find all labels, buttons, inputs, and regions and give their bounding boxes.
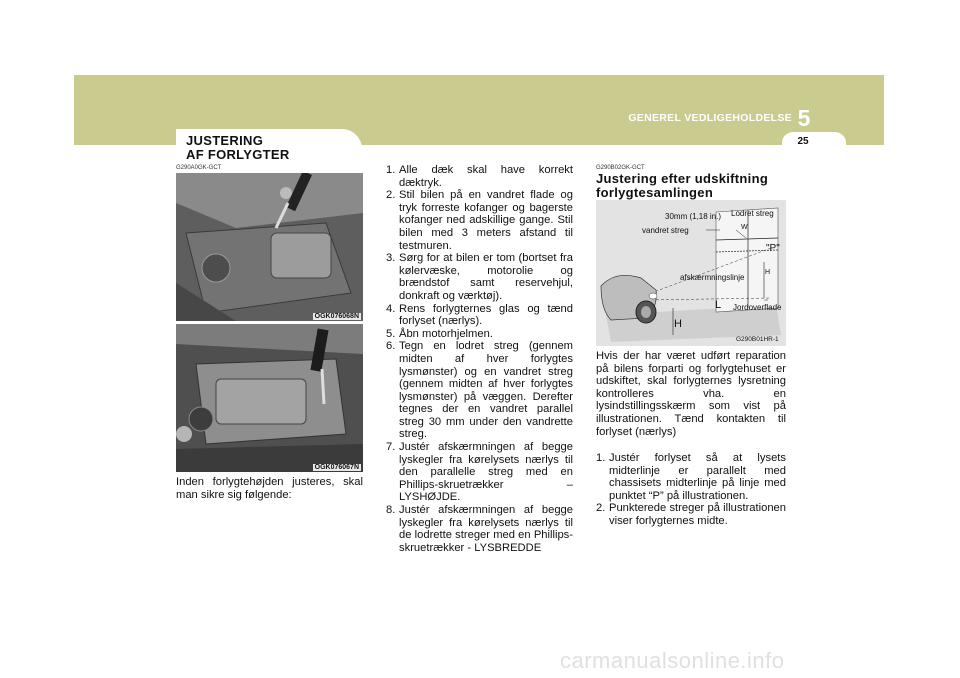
diagram-label-jordoverflade: Jordoverflade xyxy=(733,303,782,312)
step-text: Justér afskærmningen af begge lyskegler fra kørelysets nærlys til de lodrette streger med en Phillips-skruetrækker - LYSBREDDE xyxy=(399,504,573,554)
watermark: carmanualsonline.info xyxy=(560,648,785,673)
step-item xyxy=(386,504,573,554)
section-title xyxy=(186,134,356,162)
right-paragraph: Hvis der har været udført reparation på bilens forparti og forlygtehuset er udskiftet, skal forlygternes lysretning kontrolleres vha. en lysindstillingsskærm som vist på illustrationen. Tænd kontakten til forlyset (nærlys) xyxy=(596,350,786,438)
diagram-label-p: "P" xyxy=(766,243,780,254)
step-item xyxy=(386,303,573,328)
step-number: 8. xyxy=(386,504,396,517)
point-text: Justér forlyset så at lysets midterlinje er parallelt med chassisets midterlinje på linje med punktet “P” på illustrationen. xyxy=(609,452,786,502)
photo-headlamp-side xyxy=(176,324,363,472)
section-code: G290A0GK-GCT xyxy=(176,165,222,171)
step-item xyxy=(386,340,573,441)
point-item xyxy=(596,502,786,527)
diagram-label-afskaermning: afskærmningslinje xyxy=(680,273,745,282)
chapter-number: 5 xyxy=(797,105,811,131)
step-text: Tegn en lodret streg (gennem midten af hver forlygtes lysmønster) og en vandret streg (gennem midten af hver forlygtes lysmønster) på væggen. Derefter tegnes der en vandret parallel streg 30 mm under den vandrette streg. xyxy=(399,340,573,441)
chapter-title: GENEREL VEDLIGEHOLDELSE xyxy=(628,112,792,124)
step-item xyxy=(386,189,573,252)
step-number: 7. xyxy=(386,441,396,454)
photo-headlamp-top xyxy=(176,173,363,321)
diagram-label-lodret: Lodret streg xyxy=(731,209,774,218)
aim-diagram xyxy=(596,200,786,346)
step-text: Justér afskærmningen af begge lyskegler fra kørelysets nærlys til den parallelle streg med en Phillips-skruetrækker – LYSHØJDE. xyxy=(399,441,573,504)
point-number: 1. xyxy=(596,452,606,464)
right-points xyxy=(596,452,786,528)
step-number: 3. xyxy=(386,252,396,265)
section-title-line1: JUSTERING xyxy=(186,133,264,148)
point-number: 2. xyxy=(596,502,606,515)
step-item xyxy=(386,441,573,504)
step-number: 4. xyxy=(386,302,396,315)
page-number: 25 xyxy=(797,136,809,147)
step-item xyxy=(386,328,573,341)
right-heading: Justering efter udskiftning forlygtesamlingen xyxy=(596,171,769,200)
step-text: Alle dæk skal have korrekt dæktryk. xyxy=(399,164,573,189)
step-number: 5. xyxy=(386,327,396,340)
step-item xyxy=(386,252,573,302)
intro-text: Inden forlygtehøjden justeres, skal man sikre sig følgende: xyxy=(176,476,363,501)
point-item xyxy=(596,452,786,502)
diagram-label-30mm: 30mm (1,18 in.) xyxy=(665,212,722,221)
steps-list xyxy=(386,164,573,554)
photo2-label: OGK076067N xyxy=(314,464,359,471)
photo1-label: OGK076068N xyxy=(314,313,359,320)
step-item xyxy=(386,164,573,189)
diagram-label-h-big: H xyxy=(674,318,682,330)
diagram-code: G290B01HR-1 xyxy=(736,336,779,343)
diagram-label-vandret: vandret streg xyxy=(642,226,689,235)
diagram-label-w: W xyxy=(741,224,748,231)
step-text: Sørg for at bilen er tom (bortset fra kølervæske, motorolie og brændstof samt reservehjul, donkraft og værktøj). xyxy=(399,252,573,302)
point-text: Punkterede streger på illustrationen viser forlygternes midte. xyxy=(609,502,786,527)
step-text: Stil bilen på en vandret flade og tryk forreste kofanger og bagerste kofanger ned adskillige gange. Stil bilen med 3 meters afstand til testmuren. xyxy=(399,189,573,252)
step-number: 1. xyxy=(386,164,396,176)
section-title-line2: AF FORLYGTER xyxy=(186,147,290,162)
step-text: Åbn motorhjelmen. xyxy=(399,327,493,340)
diagram-label-l: L xyxy=(715,299,722,311)
right-code: G290B02GK-GCT xyxy=(596,165,645,171)
step-text: Rens forlygternes glas og tænd forlyset (nærlys). xyxy=(399,302,573,328)
step-number: 2. xyxy=(386,189,396,202)
diagram-label-h-small: H xyxy=(765,269,771,276)
step-number: 6. xyxy=(386,340,396,353)
